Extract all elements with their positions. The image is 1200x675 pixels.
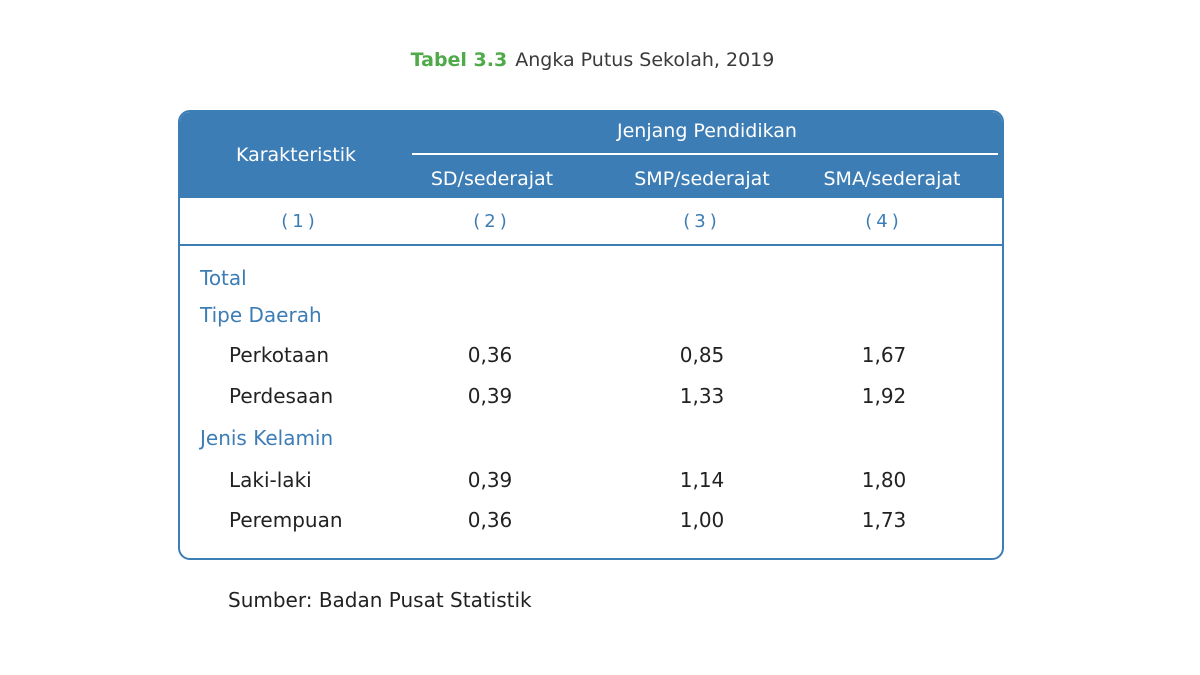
value-sma: 1,73: [861, 508, 907, 532]
header-divider: [412, 153, 998, 155]
header-jenjang-pendidikan: Jenjang Pendidikan: [617, 120, 797, 142]
value-sma: 1,67: [861, 343, 907, 367]
value-smp: 1,14: [679, 468, 725, 492]
table-title: Angka Putus Sekolah, 2019: [515, 49, 775, 71]
value-sma: 1,92: [861, 384, 907, 408]
column-number-row: [180, 198, 1002, 246]
value-smp: 1,33: [679, 384, 725, 408]
column-number-4: (4): [865, 211, 903, 232]
section-label-total: Total: [200, 266, 247, 290]
value-sd: 0,39: [467, 384, 513, 408]
value-sma: 1,80: [861, 468, 907, 492]
section-label-jenis-kelamin: Jenis Kelamin: [200, 426, 334, 450]
section-row-tipe-daerah: [180, 303, 1002, 339]
table-row: [180, 343, 1002, 379]
section-row-total: [180, 266, 1002, 302]
row-label-perdesaan: Perdesaan: [229, 384, 334, 408]
header-col-smp: SMP/sederajat: [634, 168, 770, 190]
value-sd: 0,36: [467, 508, 513, 532]
value-smp: 1,00: [679, 508, 725, 532]
column-number-1: (1): [281, 211, 319, 232]
header-col-sd: SD/sederajat: [430, 168, 554, 190]
value-smp: 0,85: [679, 343, 725, 367]
table-row: [180, 468, 1002, 504]
source-note: Sumber: Badan Pusat Statistik: [228, 588, 532, 612]
row-label-laki-laki: Laki-laki: [229, 468, 312, 492]
column-number-3: (3): [683, 211, 721, 232]
header-karakteristik: Karakteristik: [235, 144, 357, 166]
table-row: [180, 384, 1002, 420]
row-label-perempuan: Perempuan: [229, 508, 343, 532]
table-caption: [0, 49, 1185, 71]
section-label-tipe-daerah: Tipe Daerah: [200, 303, 322, 327]
value-sd: 0,36: [467, 343, 513, 367]
data-table: [178, 110, 1004, 560]
value-sd: 0,39: [467, 468, 513, 492]
table-row: [180, 508, 1002, 544]
header-col-sma: SMA/sederajat: [823, 168, 961, 190]
table-number: Tabel 3.3: [410, 49, 508, 71]
row-label-perkotaan: Perkotaan: [229, 343, 330, 367]
column-number-2: (2): [473, 211, 511, 232]
section-row-jenis-kelamin: [180, 426, 1002, 462]
table-header: [180, 112, 1002, 198]
